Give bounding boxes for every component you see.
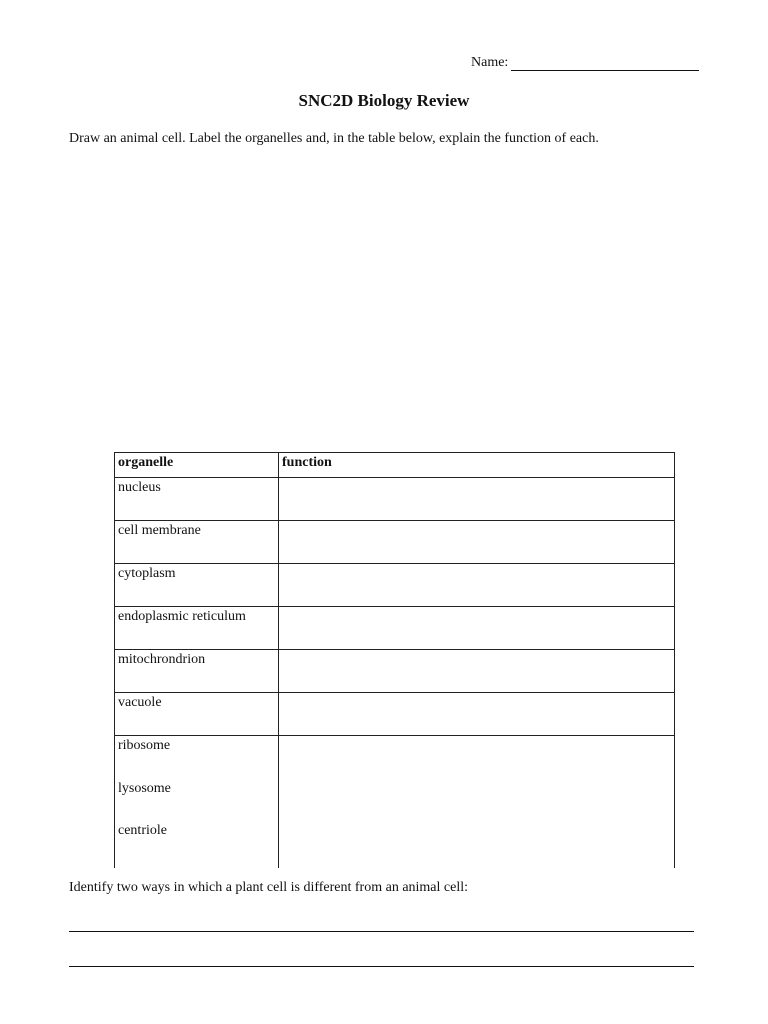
organelle-table xyxy=(114,452,675,868)
column-header-organelle: organelle xyxy=(115,453,279,478)
function-cell[interactable] xyxy=(279,650,675,693)
function-cell[interactable] xyxy=(279,564,675,607)
function-cell[interactable] xyxy=(279,736,675,868)
table-row xyxy=(115,650,675,693)
name-field[interactable] xyxy=(511,70,699,71)
name-label: Name: xyxy=(471,55,509,70)
organelle-cell: cytoplasm xyxy=(115,564,279,607)
table-row xyxy=(115,736,675,868)
function-cell[interactable] xyxy=(279,693,675,736)
question-text: Identify two ways in which a plant cell is different from an animal cell: xyxy=(69,880,469,895)
table-row xyxy=(115,607,675,650)
table-header-row xyxy=(115,453,675,478)
organelle-label-centriole: centriole xyxy=(118,823,167,838)
table-row xyxy=(115,521,675,564)
column-header-function: function xyxy=(279,453,675,478)
organelle-label-lysosome: lysosome xyxy=(118,780,171,796)
function-cell[interactable] xyxy=(279,521,675,564)
drawing-area[interactable] xyxy=(69,160,694,440)
page-title: SNC2D Biology Review xyxy=(298,91,470,110)
organelle-cell: cell membrane xyxy=(115,521,279,564)
answer-line[interactable] xyxy=(69,966,694,967)
function-cell[interactable] xyxy=(279,478,675,521)
table-row xyxy=(115,693,675,736)
organelle-cell: mitochrondrion xyxy=(115,650,279,693)
organelle-cell: endoplasmic reticulum xyxy=(115,607,279,650)
organelle-cell: nucleus xyxy=(115,478,279,521)
table-row xyxy=(115,564,675,607)
organelle-label-ribosome: ribosome xyxy=(118,738,171,753)
instructions-text: Draw an animal cell. Label the organelles and, in the table below, explain the function of each. xyxy=(69,131,599,146)
organelle-cell: vacuole xyxy=(115,693,279,736)
answer-line[interactable] xyxy=(69,931,694,932)
organelle-cell xyxy=(115,736,279,868)
table-row xyxy=(115,478,675,521)
function-cell[interactable] xyxy=(279,607,675,650)
